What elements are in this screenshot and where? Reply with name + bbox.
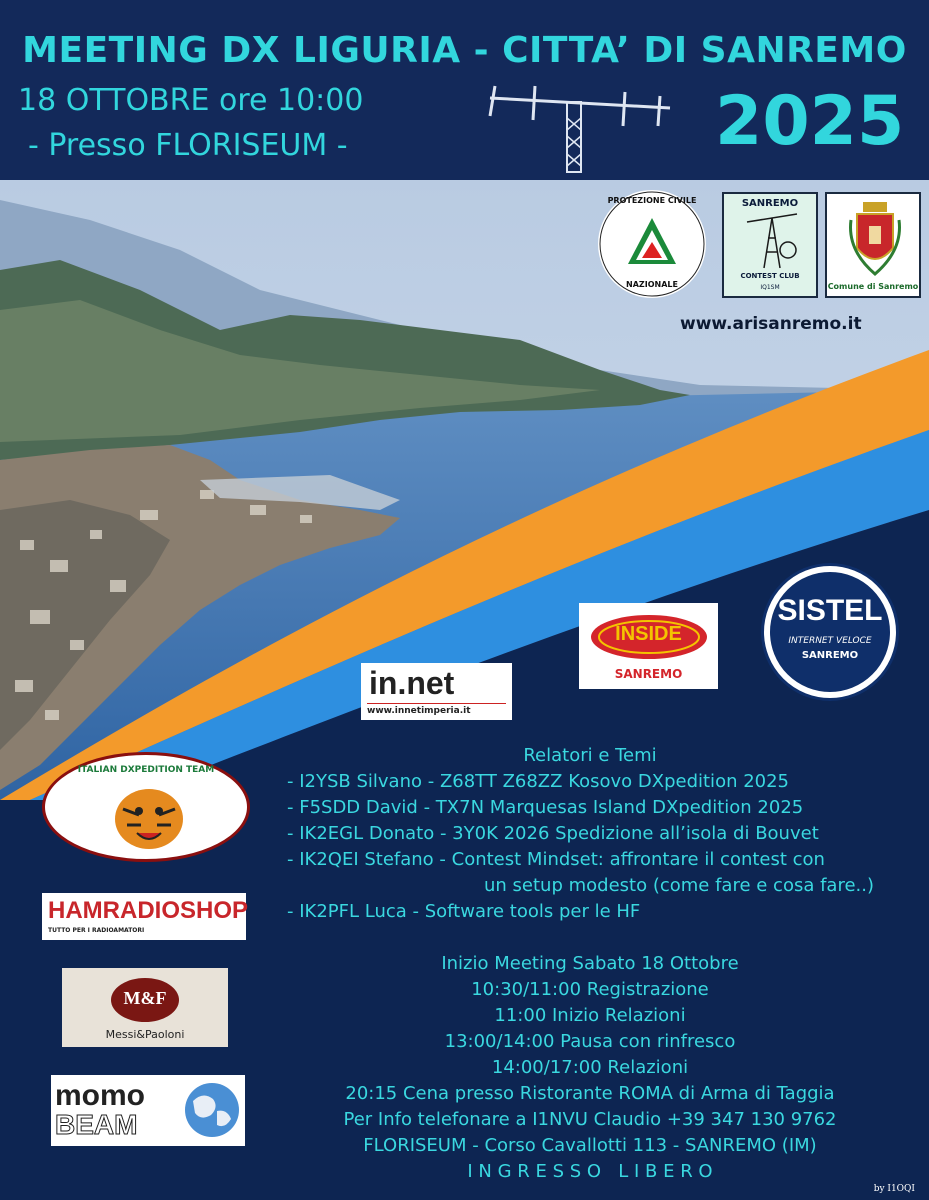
protezione-civile-logo (598, 190, 706, 298)
event-title: MEETING DX LIGURIA - CITTA’ DI SANREMO (22, 30, 907, 71)
messi-paoloni-mark: M&F (123, 988, 167, 1008)
innet-url: www.innetimperia.it (367, 706, 471, 716)
schedule-line: 10:30/11:00 Registrazione (471, 979, 709, 1000)
free-entry-text: I N G R E S S O L I B E R O (467, 1161, 713, 1182)
schedule-line: Inizio Meeting Sabato 18 Ottobre (441, 953, 739, 974)
speaker-item: - I2YSB Silvano - Z68TT Z68ZZ Kosovo DXpedition 2025 (287, 771, 790, 792)
yagi-antenna-icon (485, 78, 675, 178)
schedule-line: 13:00/14:00 Pausa con rinfresco (444, 1031, 736, 1052)
event-venue: - Presso FLORISEUM - (28, 128, 348, 163)
comune-di-sanremo-logo (825, 192, 921, 298)
speaker-item: - IK2QEI Stefano - Contest Mindset: affrontare il contest con (287, 849, 825, 870)
antenna-tower-icon (742, 212, 802, 270)
hamradioshop-tagline: TUTTO PER I RADIOAMATORI (48, 927, 145, 934)
momobeam-logo (51, 1075, 245, 1146)
header-band (0, 0, 929, 180)
italian-dxpedition-team-logo (42, 752, 250, 862)
sistel-city: SANREMO (801, 650, 859, 661)
speaker-item: - IK2EGL Donato - 3Y0K 2026 Spedizione all’isola di Bouvet (287, 823, 819, 844)
protezione-civile-bottom-text: NAZIONALE (626, 280, 678, 289)
momobeam-line1: momo (55, 1079, 145, 1112)
sistel-name: SISTEL (777, 594, 883, 627)
sistel-logo (764, 566, 896, 698)
inside-city: SANREMO (614, 667, 683, 681)
sistel-tagline: INTERNET VELOCE (788, 636, 872, 646)
event-date: 18 OTTOBRE ore 10:00 (18, 83, 364, 118)
scc-bottom-text: CONTEST CLUB (740, 272, 800, 280)
schedule-line: 20:15 Cena presso Ristorante ROMA di Arma di Taggia (345, 1083, 835, 1104)
innet-logo (361, 663, 512, 720)
momobeam-line2: BEAM (55, 1109, 138, 1140)
author-credit: by I1OQI (873, 1184, 915, 1194)
speaker-item-continuation: un setup modesto (come fare e cosa fare..) (484, 875, 874, 896)
scc-callsign: IQ1SM (760, 284, 780, 291)
messi-paoloni-logo (62, 968, 228, 1047)
inside-sanremo-logo (579, 603, 718, 689)
protezione-civile-top-text: PROTEZIONE CIVILE (607, 196, 697, 205)
globe-icon (183, 1081, 241, 1139)
website-link[interactable]: www.arisanremo.it (680, 314, 862, 334)
city-crest-icon (847, 200, 903, 278)
speaker-item: - F5SDD David - TX7N Marquesas Island DXpedition 2025 (287, 797, 804, 818)
schedule-contact-line: Per Info telefonare a I1NVU Claudio +39 347 130 9762 (343, 1109, 837, 1130)
hamradioshop-name: HAMRADIOSHOP (48, 897, 249, 924)
idt-top-text: ITALIAN DXPEDITION TEAM (77, 765, 215, 775)
tiger-head-icon (109, 781, 189, 853)
speaker-item: - IK2PFL Luca - Software tools per le HF (287, 901, 641, 922)
sanremo-contest-club-logo (722, 192, 818, 298)
event-year: 2025 (715, 82, 905, 161)
scc-top-text: SANREMO (741, 198, 799, 209)
innet-rule (367, 703, 506, 704)
hamradioshop-logo (42, 893, 249, 940)
comune-caption: Comune di Sanremo (827, 282, 919, 291)
messi-paoloni-name: Messi&Paoloni (105, 1028, 185, 1041)
inside-name: INSIDE (615, 623, 682, 645)
innet-name: in.net (369, 665, 455, 701)
schedule-address-line: FLORISEUM - Corso Cavallotti 113 - SANREMO (IM) (363, 1135, 817, 1156)
schedule-line: 14:00/17:00 Relazioni (491, 1057, 689, 1078)
speakers-heading: Relatori e Temi (523, 745, 657, 766)
schedule-line: 11:00 Inizio Relazioni (494, 1005, 686, 1026)
